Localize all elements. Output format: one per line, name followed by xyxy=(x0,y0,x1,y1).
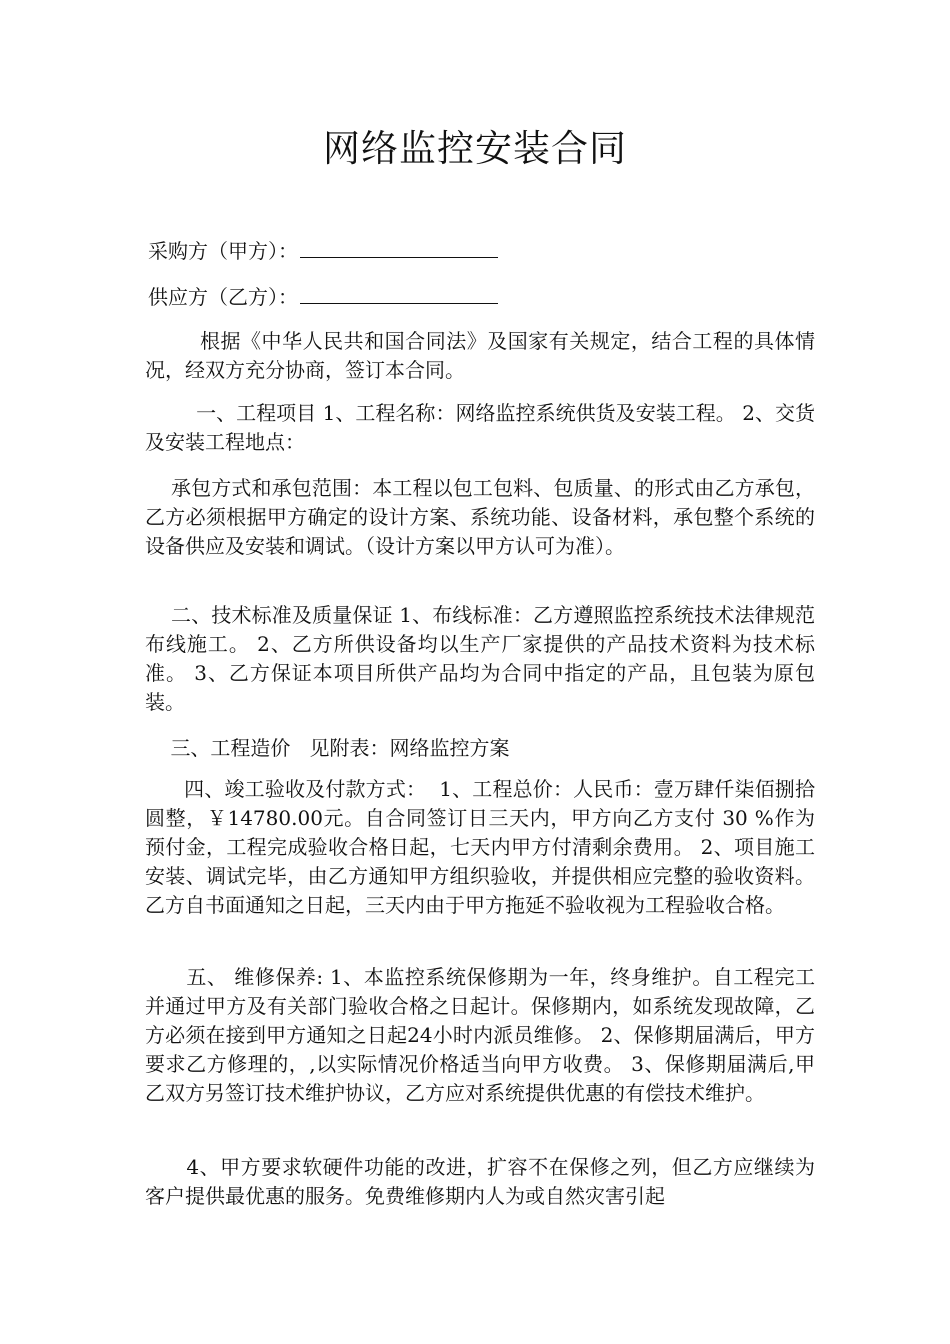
buyer-blank xyxy=(300,237,498,258)
section-2-paragraph: 二、技术标准及质量保证 1、布线标准：乙方遵照监控系统技术法律规范布线施工。 2、乙方所供设备均以生产厂家提供的产品技术资料为技术标准。 3、乙方保证本项目所供产品均为合同中指定的产品，且包装为原包装。 xyxy=(145,603,815,714)
section-1-paragraph: 一、工程项目 1、工程名称：网络监控系统供货及安装工程。 2、交货及安装工程地点： xyxy=(145,401,816,454)
section-3-paragraph: 三、工程造价 见附表：网络监控方案 xyxy=(145,736,510,760)
scope-paragraph: 承包方式和承包范围：本工程以包工包料、包质量、的形式由乙方承包，乙方必须根据甲方确定的设计方案、系统功能、设备材料，承包整个系统的设备供应及安装和调试。（设计方案以甲方认可为准）。 xyxy=(145,476,815,558)
section-4-paragraph: 四、竣工验收及付款方式： 1、工程总价：人民币：壹万肆仟柒佰捌拾圆整，￥14780.00元。自合同签订日三天内，甲方向乙方支付 30 %作为预付金，工程完成验收合格日起，七天内甲方付清剩余费用。 2、项目施工安装、调试完毕，由乙方通知甲方组织验收，并提供相应完整的验收资料。乙方自书面通知之日起，三天内由于甲方拖延不验收视为工程验收合格。 xyxy=(145,777,815,917)
section-5-paragraph: 五、 维修保养: 1、本监控系统保修期为一年，终身维护。自工程完工并通过甲方及有关部门验收合格之日起计。保修期内，如系统发现故障，乙方必须在接到甲方通知之日起24小时内派员维修。 2、保修期届满后，甲方要求乙方修理的，,以实际情况价格适当向甲方收费。 3、保修期届满后,甲乙双方另签订技术维护协议，乙方应对系统提供优惠的有偿技术维护。 xyxy=(145,965,815,1105)
preamble-paragraph: 根据《中华人民共和国合同法》及国家有关规定，结合工程的具体情况，经双方充分协商，签订本合同。 xyxy=(145,329,816,382)
buyer-line xyxy=(148,236,498,266)
seller-line xyxy=(148,282,498,312)
page-title: 网络监控安装合同 xyxy=(323,127,627,170)
seller-label: 供应方（乙方）： xyxy=(148,285,298,309)
clause-4-paragraph: 4、甲方要求软硬件功能的改进，扩容不在保修之列，但乙方应继续为客户提供最优惠的服务。免费维修期内人为或自然灾害引起 xyxy=(145,1155,815,1208)
buyer-label: 采购方（甲方）： xyxy=(148,239,298,263)
seller-blank xyxy=(300,283,498,304)
